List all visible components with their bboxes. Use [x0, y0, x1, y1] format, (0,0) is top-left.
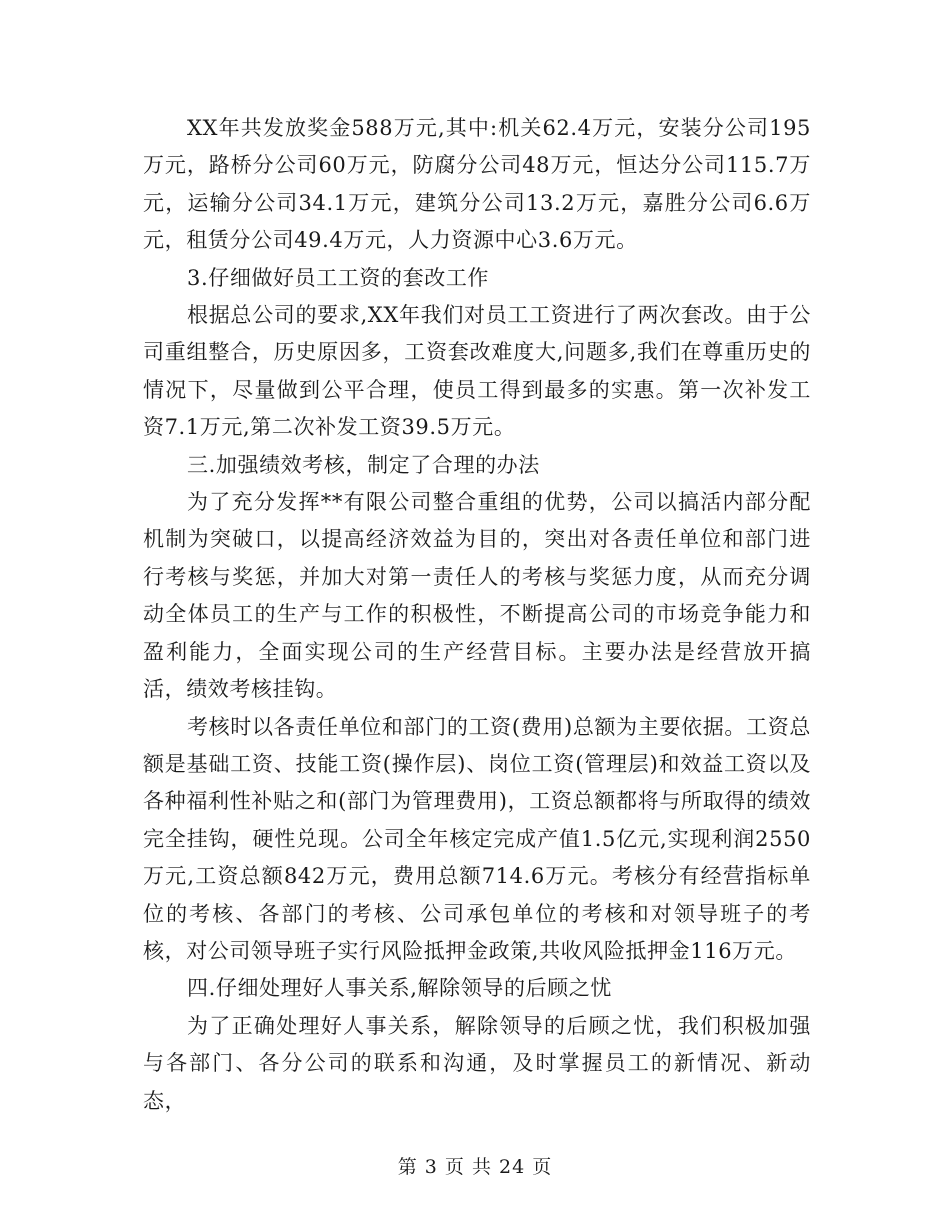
section-heading-performance-assessment: 三.加强绩效考核，制定了合理的办法: [187, 452, 540, 477]
paragraph-personnel-relations: 为了正确处理好人事关系，解除领导的后顾之忧，我们积极加强与各部门、各分公司的联系和沟通，及时掌握员工的新情况、新动态，: [143, 1013, 811, 1113]
document-body: [143, 110, 811, 1120]
paragraph-performance-goals: 为了充分发挥**有限公司整合重组的优势，公司以搞活内部分配机制为突破口，以提高经济效益为目的，突出对各责任单位和部门进行考核与奖惩，并加大对第一责任人的考核与奖惩力度，从而充分调动全体员工的生产与工作的积极性，不断提高公司的市场竞争能力和盈利能力，全面实现公司的生产经营目标。主要办法是经营放开搞活，绩效考核挂钩。: [143, 490, 811, 702]
page-number-footer: 第 3 页 共 24 页: [397, 1156, 553, 1178]
section-heading-personnel-relations: 四.仔细处理好人事关系,解除领导的后顾之忧: [187, 976, 612, 1001]
paragraph-salary-reform: 根据总公司的要求,XX年我们对员工工资进行了两次套改。由于公司重组整合，历史原因多，工资套改难度大,问题多,我们在尊重历史的情况下，尽量做到公平合理，使员工得到最多的实惠。第一次补发工资7.1万元,第二次补发工资39.5万元。: [143, 303, 811, 440]
paragraph-bonus-distribution: XX年共发放奖金588万元,其中:机关62.4万元，安装分公司195万元，路桥分公司60万元，防腐分公司48万元，恒达分公司115.7万元，运输分公司34.1万元，建筑分公司13.2万元，嘉胜分公司6.6万元，租赁分公司49.4万元，人力资源中心3.6万元。: [143, 116, 811, 253]
paragraph-assessment-details: 考核时以各责任单位和部门的工资(费用)总额为主要依据。工资总额是基础工资、技能工资(操作层)、岗位工资(管理层)和效益工资以及各种福利性补贴之和(部门为管理费用)，工资总额都将与所取得的绩效完全挂钩，硬性兑现。公司全年核定完成产值1.5亿元,实现利润2550万元,工资总额842万元，费用总额714.6万元。考核分有经营指标单位的考核、各部门的考核、公司承包单位的考核和对领导班子的考核，对公司领导班子实行风险抵押金政策,共收风险抵押金116万元。: [143, 714, 811, 963]
section-heading-salary-reform: 3.仔细做好员工工资的套改工作: [187, 265, 490, 290]
